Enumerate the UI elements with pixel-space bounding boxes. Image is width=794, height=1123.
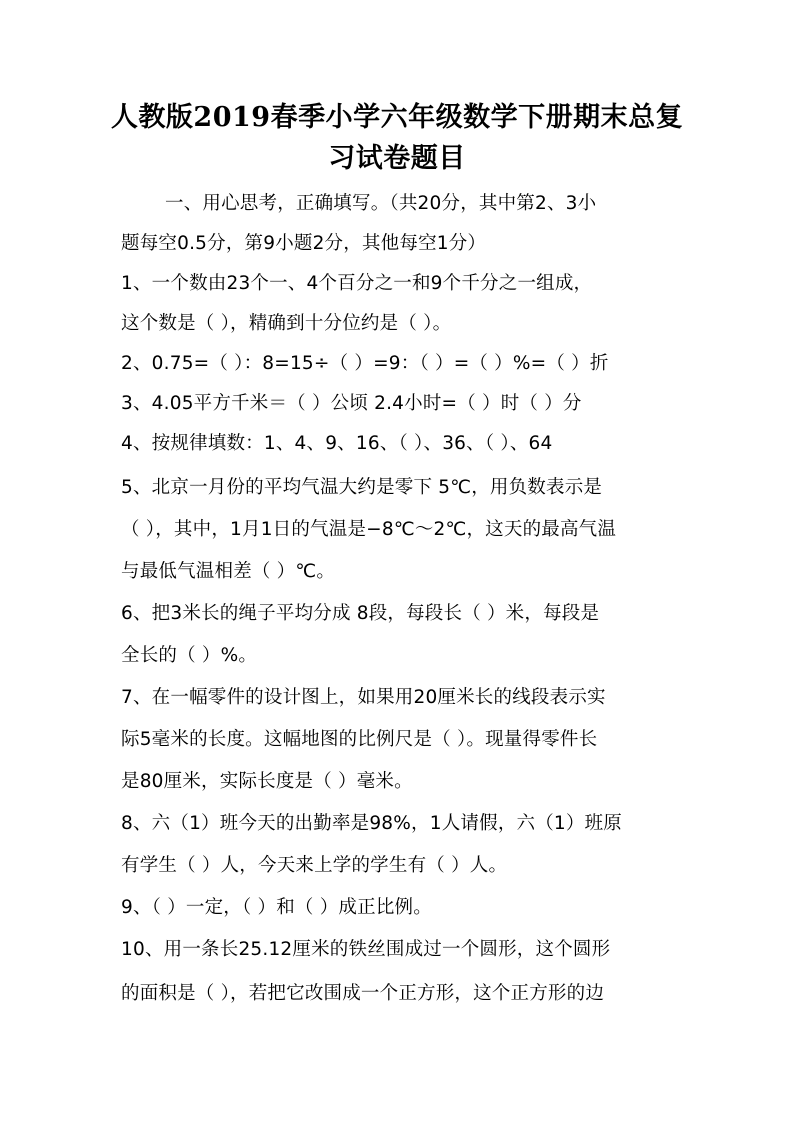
text-line: 的面积是（ ），若把它改围成一个正方形，这个正方形的边 xyxy=(121,983,605,1004)
text-line: 这个数是（ ），精确到十分位约是（ ）。 xyxy=(121,313,452,334)
document-title-line-1: 人教版2019春季小学六年级数学下册期末总复 xyxy=(110,102,684,133)
text-line: 是80厘米，实际长度是（ ）毫米。 xyxy=(121,771,413,792)
question-7: 7、在一幅零件的设计图上，如果用20厘米长的线段表示实 xyxy=(121,687,606,708)
question-4: 4、按规律填数：1、4、9、16、（ ）、36、（ ）、64 xyxy=(121,433,553,454)
document-title-line-2: 习试卷题目 xyxy=(328,143,466,174)
question-3: 3、4.05平方千米＝（ ）公顷 2.4小时=（ ）时（ ）分 xyxy=(121,393,582,414)
question-2: 2、0.75=（ ）：8=15÷（ ）=9：（ ）=（ ）%=（ ）折 xyxy=(121,353,609,374)
question-8: 8、六（1）班今天的出勤率是98%，1人请假，六（1）班原 xyxy=(121,813,623,834)
text-line: 有学生（ ）人，今天来上学的学生有（ ）人。 xyxy=(121,855,508,876)
question-5: 5、北京一月份的平均气温大约是零下 5℃，用负数表示是 xyxy=(121,477,603,498)
text-line: 际5毫米的长度。这幅地图的比例尺是（ ）。现量得零件长 xyxy=(121,729,598,750)
section-heading: 一、用心思考，正确填写。（共20分，其中第2、3小 xyxy=(165,193,597,214)
text-line: （ ），其中，1月1日的气温是−8℃～2℃，这天的最高气温 xyxy=(121,519,617,540)
text-line: 全长的（ ）%。 xyxy=(121,645,258,666)
question-10: 10、用一条长25.12厘米的铁丝围成过一个圆形，这个圆形 xyxy=(121,939,611,960)
text-line: 题每空0.5分，第9小题2分，其他每空1分） xyxy=(121,233,487,254)
question-6: 6、把3米长的绳子平均分成 8段，每段长（ ）米，每段是 xyxy=(121,603,600,624)
question-1: 1、一个数由23个一、4个百分之一和9个千分之一组成， xyxy=(121,273,593,294)
question-9: 9、（ ）一定，（ ）和（ ）成正比例。 xyxy=(121,897,432,918)
text-line: 与最低气温相差（ ）℃。 xyxy=(121,561,336,582)
